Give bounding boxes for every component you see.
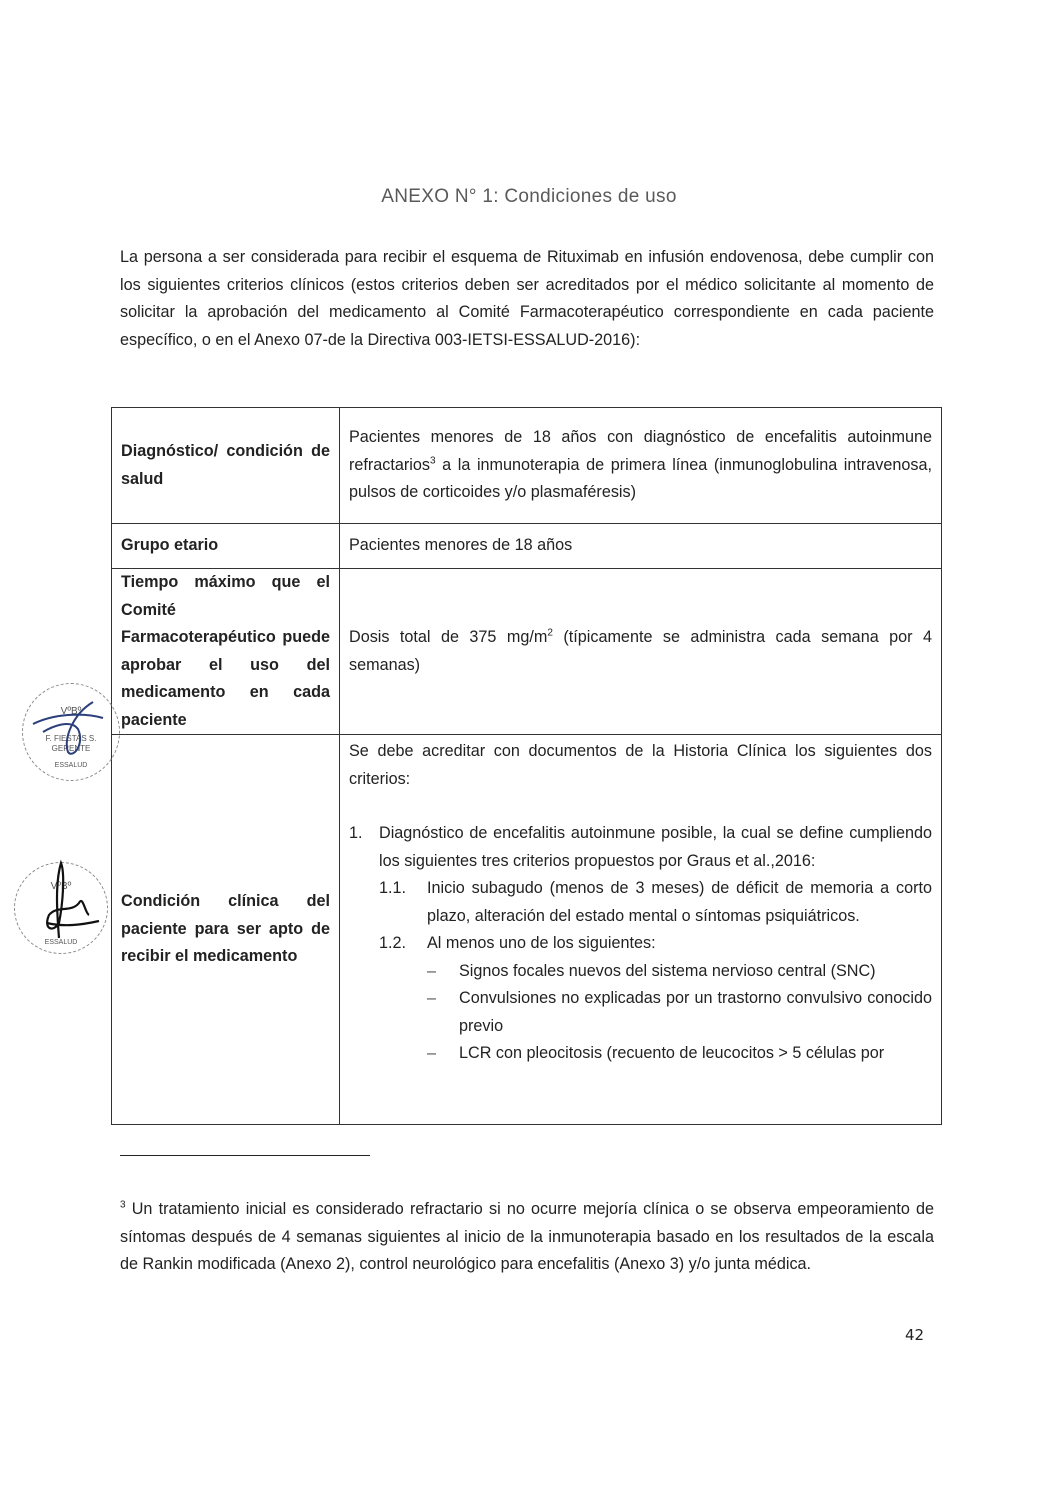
criterion-1-subitems <box>349 875 932 1068</box>
dash-bullet-icon: – <box>427 989 437 1007</box>
table-row <box>112 735 942 1125</box>
table-row <box>112 524 942 569</box>
superscript: 2 <box>547 627 553 639</box>
row-label: Diagnóstico/ condición de salud <box>112 408 340 524</box>
dash-bullet-icon: – <box>427 961 437 980</box>
table-row <box>112 569 942 735</box>
intro-paragraph: La persona a ser considerada para recibir el esquema de Rituximab en infusión endovenosa, debe cumplir con los siguientes criterios clínicos (estos criterios deben ser acreditados por el médico solicitante al momento de solicitar la aprobación del medicamento al Comité Farmacoterapéutico correspondiente en cada paciente específico, o en el Anexo 07-de la Directiva 003-IETSI-ESSALUD-2016): <box>120 248 934 349</box>
row-label: Grupo etario <box>112 524 340 569</box>
row-label: Condición clínica del paciente para ser apto de recibir el medicamento <box>112 735 340 1125</box>
footnote-separator <box>120 1155 370 1156</box>
bullet-item: – Convulsiones no explicadas por un trastorno convulsivo conocido previo <box>379 985 932 1040</box>
dash-bullet-icon: – <box>427 1044 437 1062</box>
row-value: Pacientes menores de 18 años <box>340 524 942 569</box>
bullet-item: – Signos focales nuevos del sistema nervioso central (SNC) <box>379 958 932 986</box>
criterion-1-2: 1.2. Al menos uno de los siguientes: <box>379 934 656 952</box>
row-value: Dosis total de 375 $mg/m^2$ (típicamente se administra cada semana por 4 semanas) <box>340 569 942 735</box>
footnote-marker: 3 <box>120 1199 126 1211</box>
approval-stamp-icon: VºBº ESSALUD <box>14 862 108 954</box>
footnote-ref: 3 <box>429 455 436 467</box>
conditions-table <box>111 407 942 1125</box>
page-title: ANEXO N° 1: Condiciones de uso <box>381 186 677 207</box>
criterion-1: 1. Diagnóstico de encefalitis autoinmune posible, la cual se define cumpliendo los siguientes tres criterios propuestos por Graus et al.,2016: <box>349 824 932 870</box>
row-value <box>340 735 942 1125</box>
criteria-intro: Se debe acreditar con documentos de la Historia Clínica los siguientes dos criterios: <box>349 742 932 788</box>
page-number: 42 <box>905 1326 925 1344</box>
criterion-1-1: 1.1. Inicio subagudo (menos de 3 meses) de déficit de memoria a corto plazo, alteración del estado mental o síntomas psiquiátricos. <box>379 879 932 925</box>
approval-stamp-icon: VºBº F. FIESTAS S. GERENTE ESSALUD <box>22 683 120 781</box>
bullet-item: – LCR con pleocitosis (recuento de leucocitos > 5 células por <box>379 1040 932 1068</box>
row-label: Tiempo máximo que el Comité Farmacoterapéutico puede aprobar el uso del medicamento en cada paciente <box>112 569 340 735</box>
footnote: $^3$ Un tratamiento inicial es considerado refractario si no ocurre mejoría clínica o se observa empeoramiento de síntomas después de 4 semanas siguientes al inicio de la inmunoterapia basado en los resultados de la escala de Rankin modificada (Anexo 2), control neurológico para encefalitis (Anexo 3) y/o junta médica. <box>120 1199 934 1273</box>
table-row <box>112 408 942 524</box>
signature-icon <box>23 684 119 780</box>
signature-icon <box>19 843 119 943</box>
row-value: Pacientes menores de 18 años con diagnóstico de encefalitis autoinmune refractarios$^3$ a la inmunoterapia de primera línea (inmunoglobulina intravenosa, pulsos de corticoides y/o plasmaféresis) <box>340 408 942 524</box>
